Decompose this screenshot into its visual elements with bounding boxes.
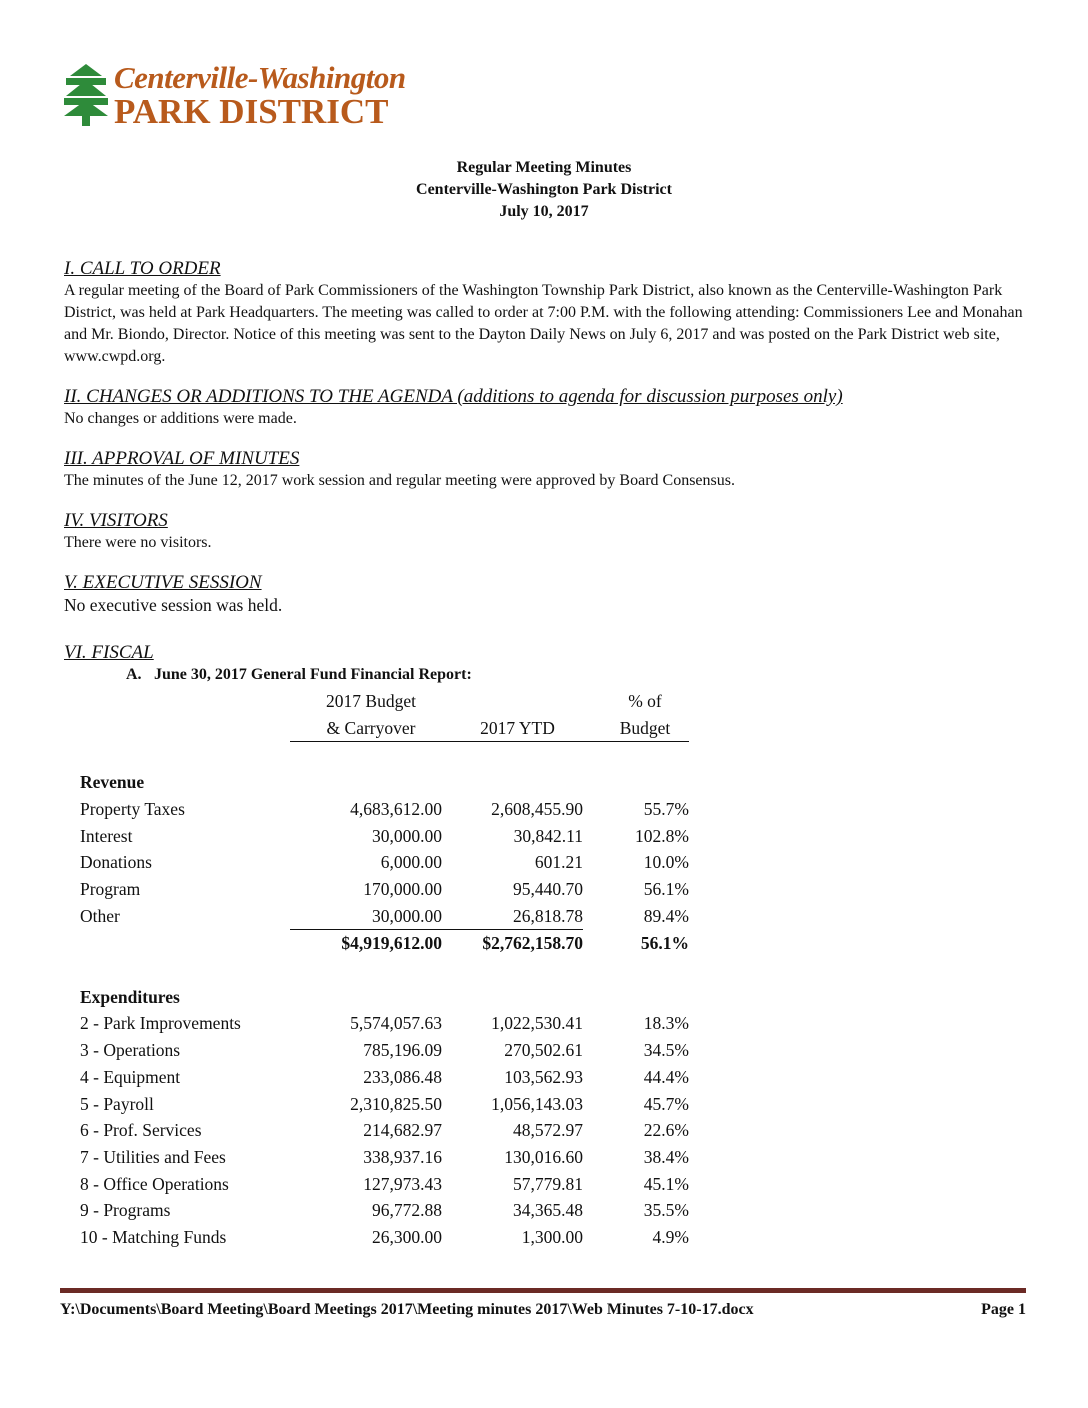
table-row — [80, 1010, 689, 1037]
budget-value: 127,973.43 — [363, 1173, 442, 1194]
pct-value: 89.4% — [643, 905, 689, 926]
ytd-value: 26,818.78 — [513, 905, 583, 926]
item-title: June 30, 2017 General Fund Financial Report: — [154, 666, 472, 683]
report-title — [126, 664, 1034, 686]
table-row — [80, 1117, 689, 1144]
item-label: A. — [126, 666, 142, 683]
row-label: 3 - Operations — [80, 1040, 181, 1061]
section-approval — [64, 448, 1034, 492]
ytd-value: 130,016.60 — [504, 1146, 583, 1167]
title-line-3: July 10, 2017 — [499, 203, 589, 220]
table-row — [80, 903, 689, 930]
pct-value: 45.7% — [643, 1093, 689, 1114]
ytd-value: 48,572.97 — [513, 1120, 583, 1141]
section-text: The minutes of the June 12, 2017 work session and regular meeting were approved by Board Consensus. — [64, 472, 735, 489]
table-row — [80, 823, 689, 850]
table-row — [80, 796, 689, 823]
budget-value: 4,683,612.00 — [350, 798, 442, 819]
table-row — [80, 1064, 689, 1091]
ytd-value: 1,300.00 — [521, 1227, 583, 1248]
ytd-header: 2017 YTD — [442, 715, 583, 742]
table-row — [80, 849, 689, 876]
pct-value: 34.5% — [643, 1040, 689, 1061]
row-label: Other — [80, 905, 120, 926]
pct-value: 102.8% — [635, 825, 689, 846]
ytd-value: 1,056,143.03 — [491, 1093, 583, 1114]
section-visitors — [64, 510, 1034, 554]
pct-value: 4.9% — [652, 1227, 689, 1248]
document-title — [0, 157, 1088, 223]
row-label — [80, 930, 290, 957]
budget-value: 214,682.97 — [363, 1120, 442, 1141]
logo-name-line2: PARK DISTRICT — [114, 92, 389, 131]
table-header-row — [80, 688, 689, 715]
section-fiscal — [64, 642, 1034, 1251]
pct-header: Budget — [583, 715, 689, 742]
expenditures-heading-row — [80, 984, 689, 1011]
budget-value: 30,000.00 — [372, 905, 442, 926]
table-row — [80, 1037, 689, 1064]
budget-value: 30,000.00 — [372, 825, 442, 846]
budget-value: 5,574,057.63 — [350, 1013, 442, 1034]
pct-value: 35.5% — [643, 1200, 689, 1221]
title-line-1: Regular Meeting Minutes — [456, 159, 632, 176]
table-header-row — [80, 715, 689, 742]
section-heading: I. CALL TO ORDER — [64, 258, 221, 279]
revenue-total-row — [80, 930, 689, 957]
table-row — [80, 1171, 689, 1198]
section-heading: II. CHANGES OR ADDITIONS TO THE AGENDA (additions to agenda for discussion purposes only) — [64, 386, 843, 407]
ytd-value: 95,440.70 — [513, 878, 583, 899]
revenue-heading: Revenue — [80, 772, 145, 793]
pct-value: 56.1% — [643, 878, 689, 899]
title-line-2: Centerville-Washington Park District — [416, 181, 672, 198]
row-label: Property Taxes — [80, 798, 185, 819]
budget-header: 2017 Budget — [326, 691, 416, 711]
ytd-value: 30,842.11 — [513, 825, 583, 846]
section-heading: V. EXECUTIVE SESSION — [64, 572, 262, 593]
row-label: 10 - Matching Funds — [80, 1227, 227, 1248]
pct-value: 10.0% — [643, 852, 689, 873]
row-label: 6 - Prof. Services — [80, 1120, 202, 1141]
budget-value: 2,310,825.50 — [350, 1093, 442, 1114]
footer-divider — [60, 1288, 1026, 1293]
logo-name-line1: Centerville-Washington — [114, 60, 406, 95]
section-text: No executive session was held. — [64, 595, 283, 615]
ytd-value: 601.21 — [534, 852, 583, 873]
financial-report-table — [80, 688, 689, 1251]
row-label: 9 - Programs — [80, 1200, 171, 1221]
expenditures-heading: Expenditures — [80, 986, 180, 1007]
pct-value: 55.7% — [643, 798, 689, 819]
budget-value: 96,772.88 — [372, 1200, 442, 1221]
table-row — [80, 1197, 689, 1224]
table-row — [80, 876, 689, 903]
tree-icon — [62, 62, 110, 128]
row-label: 5 - Payroll — [80, 1093, 154, 1114]
ytd-total: $2,762,158.70 — [442, 930, 583, 957]
section-heading: VI. FISCAL — [64, 642, 154, 663]
pct-header: % of — [628, 691, 662, 711]
section-text: There were no visitors. — [64, 534, 212, 551]
budget-header: & Carryover — [290, 715, 442, 742]
pct-value: 45.1% — [643, 1173, 689, 1194]
row-label: Interest — [80, 825, 133, 846]
ytd-value: 1,022,530.41 — [491, 1013, 583, 1034]
row-label: 4 - Equipment — [80, 1066, 181, 1087]
pct-total: 56.1% — [640, 933, 689, 954]
table-row — [80, 1091, 689, 1118]
row-label: Program — [80, 878, 141, 899]
budget-value: 338,937.16 — [363, 1146, 442, 1167]
row-label: Donations — [80, 852, 152, 873]
row-label: 2 - Park Improvements — [80, 1013, 241, 1034]
budget-value: 785,196.09 — [363, 1040, 442, 1061]
footer-file-path: Y:\Documents\Board Meeting\Board Meetings 2017\Meeting minutes 2017\Web Minutes 7-10-17.docx — [60, 1301, 754, 1318]
pct-value: 18.3% — [643, 1013, 689, 1034]
section-executive — [64, 572, 1034, 616]
ytd-value: 2,608,455.90 — [491, 798, 583, 819]
budget-value: 26,300.00 — [372, 1227, 442, 1248]
ytd-value: 103,562.93 — [504, 1066, 583, 1087]
ytd-value: 34,365.48 — [513, 1200, 583, 1221]
budget-value: 233,086.48 — [363, 1066, 442, 1087]
row-label: 8 - Office Operations — [80, 1173, 229, 1194]
row-label: 7 - Utilities and Fees — [80, 1146, 226, 1167]
pct-value: 38.4% — [643, 1146, 689, 1167]
table-row — [80, 1224, 689, 1251]
table-row — [80, 1144, 689, 1171]
section-heading: IV. VISITORS — [64, 510, 168, 531]
footer-page-number: Page 1 — [981, 1301, 1026, 1318]
section-text: No changes or additions were made. — [64, 410, 297, 427]
section-changes — [64, 386, 1034, 430]
revenue-heading-row — [80, 769, 689, 796]
pct-value: 44.4% — [643, 1066, 689, 1087]
park-district-logo — [62, 60, 422, 132]
section-call-to-order — [64, 258, 1034, 368]
budget-value: 6,000.00 — [380, 852, 442, 873]
budget-total: $4,919,612.00 — [290, 930, 442, 957]
ytd-value: 57,779.81 — [513, 1173, 583, 1194]
budget-value: 170,000.00 — [363, 878, 442, 899]
section-text: A regular meeting of the Board of Park Commissioners of the Washington Township Park District, also known as the Centerville-Washington Park District, was held at Park Headquarters. The meeting was called to order at 7:00 P.M. with the following attending: Commissioners Lee and Monahan and Mr. Biondo, Director. Notice of this meeting was sent to the Dayton Daily News on July 6, 2017 and was posted on the Park District web site, www.cwpd.org. — [64, 282, 1023, 365]
pct-value: 22.6% — [643, 1120, 689, 1141]
section-heading: III. APPROVAL OF MINUTES — [64, 448, 300, 469]
ytd-value: 270,502.61 — [504, 1040, 583, 1061]
minutes-body — [64, 258, 1034, 1269]
